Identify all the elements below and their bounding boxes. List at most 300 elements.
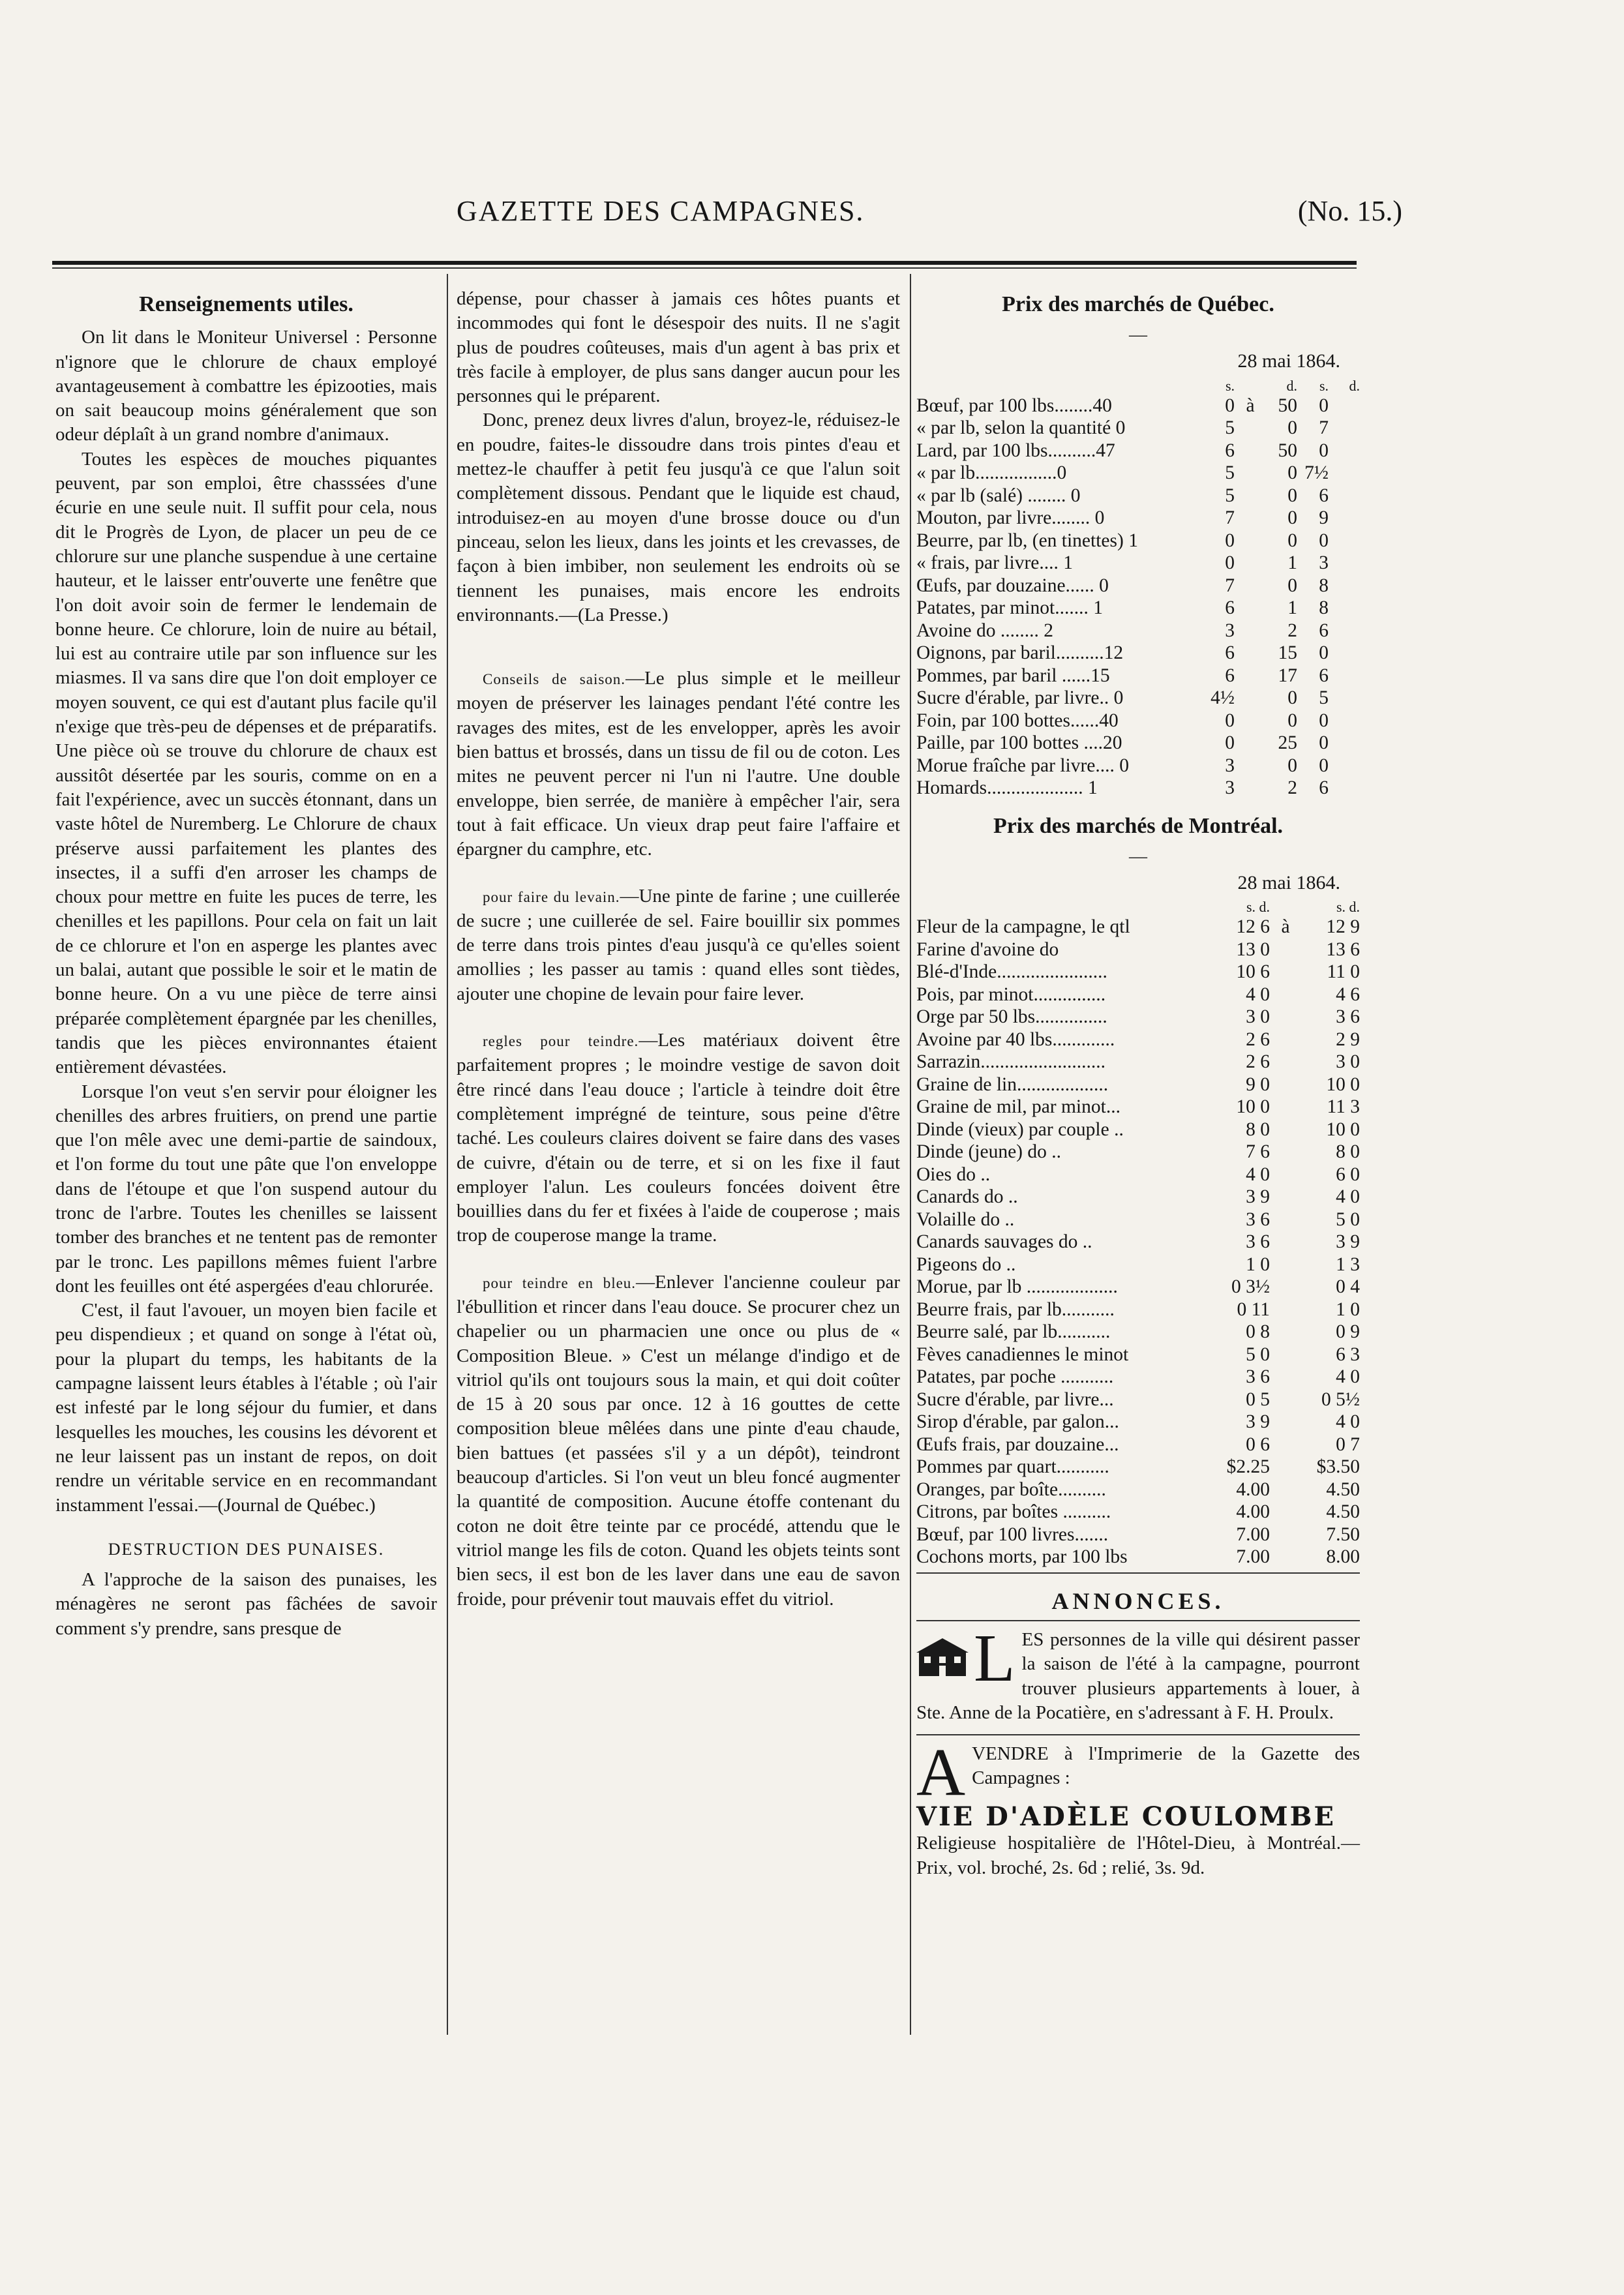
price-cell: 6 3 bbox=[1336, 1343, 1360, 1365]
paragraph bbox=[457, 1028, 900, 1248]
price-cell bbox=[1270, 1366, 1301, 1388]
price-item: Bœuf, par 100 livres....... bbox=[916, 1523, 1109, 1545]
price-item: Fleur de la campagne, le qtl bbox=[916, 916, 1130, 938]
price-item: Canards do .. bbox=[916, 1186, 1018, 1208]
montreal-price-row bbox=[916, 983, 1360, 1006]
price-item: « par lb.................0 bbox=[916, 462, 1067, 484]
price-item: Mouton, par livre........ 0 bbox=[916, 507, 1105, 529]
price-cell bbox=[1270, 1051, 1301, 1073]
montreal-price-row bbox=[916, 1073, 1360, 1096]
price-cell: 0 bbox=[1319, 755, 1329, 776]
paragraph bbox=[457, 884, 900, 1006]
price-item: Graine de lin................... bbox=[916, 1073, 1109, 1095]
run-in-heading: pour teindre en bleu. bbox=[483, 1274, 637, 1291]
book-title: VIE D'ADÈLE COULOMBE bbox=[916, 1801, 1336, 1833]
price-item: « frais, par livre.... 1 bbox=[916, 552, 1074, 574]
quebec-date: 28 mai 1864. bbox=[1237, 350, 1340, 372]
price-cell: 0 4 bbox=[1336, 1276, 1360, 1298]
price-cell: 13 6 bbox=[1326, 938, 1360, 960]
montreal-price-row bbox=[916, 1028, 1360, 1051]
unit-label: s. bbox=[1225, 377, 1235, 394]
price-cell: 4.00 bbox=[1236, 1478, 1270, 1500]
subheading: DESTRUCTION DES PUNAISES. bbox=[108, 1539, 385, 1559]
price-cell: 10 0 bbox=[1326, 1118, 1360, 1140]
montreal-price-row bbox=[916, 1321, 1360, 1343]
price-cell bbox=[1270, 1006, 1301, 1028]
price-cell bbox=[1270, 1546, 1301, 1568]
price-item: Beurre salé, par lb........... bbox=[916, 1321, 1111, 1343]
price-cell: 0 6 bbox=[1246, 1433, 1270, 1455]
price-cell: 6 bbox=[1225, 440, 1235, 461]
price-cell: $2.25 bbox=[1226, 1456, 1270, 1478]
price-item: Citrons, par boîtes .......... bbox=[916, 1501, 1111, 1523]
montreal-price-row bbox=[916, 1366, 1360, 1388]
paragraph: On lit dans le Moniteur Universel : Personne n'ignore que le chlorure de chaux employé avantageusement à combattre les épizooties, mais on sait beaucoup moins généralement que son odeur déplaît à un grand nombre d'animaux. bbox=[55, 327, 437, 445]
price-cell: à bbox=[1281, 916, 1290, 938]
price-item: « par lb (salé) ........ 0 bbox=[916, 485, 1081, 506]
paragraph: A l'approche de la saison des punaises, les ménagères ne seront pas fâchées de savoir comment s'y prendre, sans presque de bbox=[55, 1569, 437, 1639]
price-cell bbox=[1235, 732, 1266, 755]
montreal-price-row bbox=[916, 1501, 1360, 1523]
price-cell bbox=[1235, 620, 1266, 642]
paragraph-text: —Une pinte de farine ; une cuillerée de sucre ; une cuillerée de sel. Faire bouillir six pommes de terre dans trois pintes d'eau jusqu'à ce qu'elles soient amollies ; les passer au tamis : quand elles sont tièdes, ajouter une chopine de levain pour faire lever. bbox=[457, 885, 901, 1004]
column-divider-1 bbox=[447, 274, 448, 2035]
price-cell: 0 bbox=[1287, 530, 1297, 551]
divider bbox=[916, 1620, 1360, 1621]
quebec-price-row bbox=[916, 552, 1360, 575]
quebec-price-row bbox=[916, 462, 1360, 485]
price-cell bbox=[1270, 1253, 1301, 1276]
price-cell: 6 0 bbox=[1336, 1163, 1360, 1185]
price-item: Sucre d'érable, par livre... bbox=[916, 1388, 1114, 1410]
quebec-price-row bbox=[916, 440, 1360, 462]
montreal-price-row bbox=[916, 1433, 1360, 1456]
montreal-price-row bbox=[916, 1051, 1360, 1073]
price-cell: 0 5 bbox=[1246, 1388, 1270, 1410]
price-cell: 10 0 bbox=[1326, 1073, 1360, 1095]
price-cell: 0 bbox=[1225, 710, 1235, 731]
price-cell: 4.00 bbox=[1236, 1501, 1270, 1523]
price-cell: 11 0 bbox=[1327, 961, 1360, 983]
price-cell: 0 bbox=[1287, 485, 1297, 506]
price-item: Patates, par poche ........... bbox=[916, 1366, 1114, 1388]
price-cell: 6 bbox=[1225, 597, 1235, 619]
ad-text: ES personnes de la ville qui désirent passer la saison de l'été à la campagne, pourront trouver plusieurs appartements à louer, à Ste. Anne de la Pocatière, en s'adressant à F. H. Proulx. bbox=[916, 1628, 1360, 1723]
units-row bbox=[916, 378, 1360, 395]
price-cell: 4 0 bbox=[1336, 1411, 1360, 1433]
price-item: Œufs frais, par douzaine... bbox=[916, 1433, 1119, 1455]
price-cell: 8.00 bbox=[1326, 1546, 1360, 1568]
price-cell: 0 bbox=[1319, 440, 1329, 461]
run-in-heading: Conseils de saison. bbox=[483, 671, 626, 688]
price-cell: 3 6 bbox=[1246, 1366, 1270, 1388]
price-cell: 0 bbox=[1287, 417, 1297, 439]
price-cell: 4 0 bbox=[1336, 1186, 1360, 1208]
unit-label: d. bbox=[1349, 377, 1360, 394]
quebec-price-row bbox=[916, 665, 1360, 687]
quebec-price-row bbox=[916, 530, 1360, 552]
price-cell: 8 bbox=[1319, 597, 1329, 619]
price-cell bbox=[1235, 485, 1266, 507]
montreal-price-row bbox=[916, 1141, 1360, 1163]
montreal-price-row bbox=[916, 1253, 1360, 1276]
column-divider-2 bbox=[910, 274, 911, 2035]
price-cell bbox=[1270, 1118, 1301, 1141]
price-cell: 3 bbox=[1225, 777, 1235, 799]
price-cell: 8 0 bbox=[1246, 1118, 1270, 1140]
price-cell: 5 0 bbox=[1246, 1343, 1270, 1365]
price-item: Sarrazin.......................... bbox=[916, 1051, 1106, 1073]
price-cell bbox=[1270, 1456, 1301, 1478]
price-cell bbox=[1270, 1343, 1301, 1366]
price-cell: 6 bbox=[1319, 777, 1329, 799]
montreal-price-row bbox=[916, 1523, 1360, 1546]
quebec-price-row bbox=[916, 642, 1360, 665]
quebec-price-row bbox=[916, 507, 1360, 530]
price-item: Bœuf, par 100 lbs........40 bbox=[916, 395, 1112, 416]
price-cell bbox=[1270, 1028, 1301, 1051]
price-cell bbox=[1235, 755, 1266, 777]
price-cell bbox=[1270, 1433, 1301, 1456]
price-cell: 15 bbox=[1278, 642, 1297, 664]
price-cell: 2 6 bbox=[1246, 1051, 1270, 1073]
montreal-price-row bbox=[916, 1478, 1360, 1501]
price-cell: 4½ bbox=[1210, 687, 1235, 709]
price-cell: 3 9 bbox=[1336, 1231, 1360, 1253]
price-cell bbox=[1235, 642, 1266, 665]
price-cell: 0 bbox=[1225, 530, 1235, 551]
montreal-price-row bbox=[916, 1276, 1360, 1298]
price-cell: 0 9 bbox=[1336, 1321, 1360, 1343]
price-item: Farine d'avoine do bbox=[916, 938, 1059, 960]
units-row bbox=[916, 899, 1360, 916]
paragraph-text: —Les matériaux doivent être parfaitement propres ; le moindre vestige de savon doit être rincé dans l'eau douce ; l'article à teindre doit être complètement imprégné de teinture, sous peine d'être taché. Les couleurs claires doivent se faire dans des vases de cuivre, d'étain ou de terre, et si on les fixe il faut employer l'alun. Les couleurs foncées doivent être bouillies dans du fer et fixées à l'aide de couperose ; mais trop de couperose mange la trame. bbox=[457, 1030, 900, 1246]
price-cell: 11 3 bbox=[1327, 1096, 1360, 1118]
price-item: Oies do .. bbox=[916, 1163, 991, 1185]
montreal-price-row bbox=[916, 1118, 1360, 1141]
price-item: Pigeons do .. bbox=[916, 1253, 1016, 1275]
price-cell bbox=[1270, 961, 1301, 983]
newspaper-title: GAZETTE DES CAMPAGNES. bbox=[457, 195, 865, 227]
header-rule-thin bbox=[52, 267, 1357, 269]
price-item: Beurre, par lb, (en tinettes) 1 bbox=[916, 530, 1138, 551]
price-cell bbox=[1270, 938, 1301, 961]
divider bbox=[916, 1734, 1360, 1735]
price-cell bbox=[1235, 710, 1266, 732]
price-cell bbox=[1270, 1231, 1301, 1253]
price-cell: 6 bbox=[1225, 642, 1235, 664]
price-item: Cochons morts, par 100 lbs bbox=[916, 1546, 1128, 1568]
price-cell: 0 bbox=[1287, 575, 1297, 596]
price-item: Avoine do ........ 2 bbox=[916, 620, 1054, 641]
price-cell: 5 bbox=[1225, 417, 1235, 439]
quebec-price-row bbox=[916, 417, 1360, 440]
price-cell: 1 0 bbox=[1246, 1253, 1270, 1275]
price-item: Morue fraîche par livre.... 0 bbox=[916, 755, 1129, 776]
annonces-heading: ANNONCES. bbox=[1051, 1587, 1225, 1614]
price-cell: 0 bbox=[1319, 642, 1329, 664]
quebec-price-row bbox=[916, 485, 1360, 507]
price-cell: 3 6 bbox=[1246, 1208, 1270, 1230]
quebec-price-row bbox=[916, 755, 1360, 777]
price-cell: 3 bbox=[1319, 552, 1329, 574]
montreal-price-row bbox=[916, 1208, 1360, 1231]
price-cell bbox=[1270, 1208, 1301, 1231]
price-cell: 25 bbox=[1278, 732, 1297, 754]
price-cell: 50 bbox=[1278, 395, 1297, 416]
price-cell: 0 bbox=[1319, 530, 1329, 551]
price-cell: 7.00 bbox=[1236, 1546, 1270, 1568]
price-cell: 4.50 bbox=[1326, 1501, 1360, 1523]
price-item: Oranges, par boîte.......... bbox=[916, 1478, 1106, 1500]
price-cell: 5 bbox=[1225, 485, 1235, 506]
header-rule bbox=[52, 261, 1357, 265]
price-cell: 7 bbox=[1225, 507, 1235, 529]
price-cell bbox=[1235, 417, 1266, 440]
run-in-heading: pour faire du levain. bbox=[483, 888, 620, 905]
price-cell: 12 9 bbox=[1326, 916, 1360, 938]
section-heading: Renseignements utiles. bbox=[139, 292, 353, 316]
price-cell bbox=[1270, 1501, 1301, 1523]
price-cell: 0 bbox=[1287, 687, 1297, 709]
price-cell: $3.50 bbox=[1316, 1456, 1360, 1478]
price-item: Pois, par minot............... bbox=[916, 983, 1106, 1005]
price-item: Lard, par 100 lbs..........47 bbox=[916, 440, 1115, 461]
price-cell: 0 bbox=[1287, 755, 1297, 776]
price-cell bbox=[1235, 665, 1266, 687]
montreal-price-row bbox=[916, 1411, 1360, 1433]
price-cell: 0 bbox=[1319, 710, 1329, 731]
price-cell: 9 bbox=[1319, 507, 1329, 529]
drop-cap: L bbox=[974, 1627, 1015, 1696]
price-cell: 4 6 bbox=[1336, 983, 1360, 1005]
price-cell bbox=[1235, 462, 1266, 485]
price-cell: 1 bbox=[1287, 552, 1297, 574]
price-cell bbox=[1270, 1276, 1301, 1298]
column-2 bbox=[457, 287, 900, 1612]
montreal-date: 28 mai 1864. bbox=[1237, 871, 1340, 893]
montreal-price-row bbox=[916, 938, 1360, 961]
price-cell: 7 bbox=[1225, 575, 1235, 596]
quebec-price-row bbox=[916, 597, 1360, 620]
price-cell: 7 6 bbox=[1246, 1141, 1270, 1163]
price-item: Volaille do .. bbox=[916, 1208, 1015, 1230]
price-cell: 1 3 bbox=[1336, 1253, 1360, 1275]
ad-text: VENDRE à l'Imprimerie de la Gazette des Campagnes : bbox=[972, 1743, 1360, 1789]
price-cell: 7.50 bbox=[1326, 1523, 1360, 1545]
house-icon bbox=[916, 1637, 969, 1677]
price-item: Orge par 50 lbs............... bbox=[916, 1006, 1107, 1028]
price-cell: 0 bbox=[1319, 732, 1329, 754]
price-cell: 2 9 bbox=[1336, 1028, 1360, 1050]
price-item: Graine de mil, par minot... bbox=[916, 1096, 1120, 1118]
price-cell: 1 0 bbox=[1336, 1298, 1360, 1320]
montreal-price-row bbox=[916, 1343, 1360, 1366]
price-cell: 3 6 bbox=[1336, 1006, 1360, 1028]
price-cell: 3 6 bbox=[1246, 1231, 1270, 1253]
price-item: Dinde (vieux) par couple .. bbox=[916, 1118, 1124, 1140]
price-cell: 6 bbox=[1319, 485, 1329, 506]
montreal-prices-heading: Prix des marchés de Montréal. bbox=[993, 813, 1284, 838]
price-item: Fèves canadiennes le minot bbox=[916, 1343, 1129, 1365]
price-cell bbox=[1270, 1096, 1301, 1118]
montreal-price-row bbox=[916, 1298, 1360, 1321]
price-cell: 10 0 bbox=[1236, 1096, 1270, 1118]
price-cell: 8 0 bbox=[1336, 1141, 1360, 1163]
unit-label: s. bbox=[1319, 377, 1329, 394]
price-cell: 8 bbox=[1319, 575, 1329, 596]
paragraph: C'est, il faut l'avouer, un moyen bien facile et peu dispendieux ; et quand on songe à l'état où, pour la plupart du temps, les habitants de la campagne laissent leurs étables à l'étable ; où l'air est infesté par le long séjour du fumier, et dans lesquelles les mouches, les cousins les dévorent et ne leur laissent pas un instant de repos, on doit rendre un véritable service en en recommandant instamment l'essai.—(Journal de Québec.) bbox=[55, 1300, 437, 1516]
price-cell: 13 0 bbox=[1236, 938, 1270, 960]
ad-lodging bbox=[916, 1628, 1360, 1725]
price-cell bbox=[1235, 687, 1266, 710]
paragraph: Lorsque l'on veut s'en servir pour éloigner les chenilles des arbres fruitiers, on prend une partie que l'on mêle avec une demi-partie de saindoux, et l'on forme du tout une pâte que l'on enveloppe dans de l'étoupe et que l'on suspend autour du tronc de l'arbre. Toutes les chenilles se laissent tomber des branches et ne tentent pas de remonter par le tronc. Les papillons mêmes fuient l'arbre dont les feuilles ont été aspergées d'eau chlorurée. bbox=[55, 1081, 437, 1297]
paragraph: dépense, pour chasser à jamais ces hôtes puants et incommodes qui font le désespoir des nuits. Il ne s'agit plus de poudres coûteuses, mais d'un agent à bas prix et très facile à employer, de plus sans danger aucun pour les personnes qui le préparent. bbox=[457, 288, 900, 407]
column-3 bbox=[916, 287, 1360, 1880]
paragraph-text: —Enlever l'ancienne couleur par l'ébullition et rincer dans l'eau douce. Se procurer chez un chapelier ou un pharmacien une once ou plus de « Composition Bleue. » C'est un mélange d'indigo et de vitriol qu'ils ont toujours sous la main, et qui doit coûter de 15 à 20 sous par once. 12 à 16 gouttes de cette composition bleue mêlées dans une pinte d'eau chaude, bien battues (et passées s'il y a un dépôt), teindront beaucoup d'articles. Si l'on veut un bleu foncé augmenter la quantité de composition. Aucune étoffe contenant du coton ne doit être teinte par ce procédé, attendu que le vitriol mange les fils de coton. Quand les objets teints sont bien secs, il est bon de les laver dans une eau de savon froide, pour prévenir tout mauvais effet du vitriol. bbox=[457, 1271, 900, 1610]
price-cell: 0 7 bbox=[1336, 1433, 1360, 1455]
price-cell: 3 0 bbox=[1246, 1006, 1270, 1028]
price-cell: 4 0 bbox=[1246, 1163, 1270, 1185]
price-cell: 7.00 bbox=[1236, 1523, 1270, 1545]
montreal-price-row bbox=[916, 1546, 1360, 1568]
price-cell bbox=[1270, 1163, 1301, 1186]
montreal-prices-table bbox=[916, 899, 1360, 1568]
price-cell: 0 bbox=[1225, 552, 1235, 574]
unit-label: d. bbox=[1286, 377, 1297, 394]
price-cell: 0 3½ bbox=[1231, 1276, 1270, 1298]
unit-label: s. d. bbox=[1336, 899, 1360, 916]
price-cell: 2 bbox=[1287, 777, 1297, 799]
run-in-heading: regles pour teindre. bbox=[483, 1033, 639, 1050]
paragraph: Toutes les espèces de mouches piquantes peuvent, par son emploi, être chasssées d'une écurie en une seule nuit. Il suffit pour cela, nous dit le Progrès de Lyon, de placer un peu de ce chlorure sur une planche suspendue à une certaine hauteur, et le laisser entr'ouverte une fenêtre que l'on doit avoir soin de fermer le lendemain de bonne heure. Ce chlorure, loin de nuire au bétail, lui est au contraire utile par son influence sur les miasmes. Il va sans dire que l'on doit employer ce moyen souvent, ce qui est d'autant plus facile qu'il n'exige que très-peu de dépenses et de préparatifs. Une pièce où se trouve du chlorure de chaux est aussitôt désertée par les souris, comme on en a fait l'expérience, avec un succès étonnant, dans un vaste hôtel de Nuremberg. Le Chlorure de chaux préserve aussi parfaitement les plantes des insectes, il a suffi d'en arroser les champs de choux pour mettre en fuite les puces de terre, les chenilles et les papillons. Pour cela on fait un lait de ce chlorure et l'on en asperge les plantes avec un balai, autant que possible le soir et le matin de bonne heure. On a vu une pièce de terre ainsi préparée complètement épargnée par les chenilles, tandis que les pièces environnantes étaient entièrement dévastées. bbox=[55, 448, 437, 1078]
price-cell bbox=[1235, 507, 1266, 530]
price-cell: 0 5½ bbox=[1321, 1388, 1360, 1410]
ad-text: Religieuse hospitalière de l'Hôtel-Dieu, à Montréal.—Prix, vol. broché, 2s. 6d ; relié, 3s. 9d. bbox=[916, 1833, 1360, 1878]
quebec-prices-table bbox=[916, 378, 1360, 800]
paragraph-text: —Le plus simple et le meilleur moyen de préserver les lainages pendant l'été contre les ravages des mites, est de les envelopper, après les avoir bien battus et brossés, dans un tissu de fil ou de coton. Les mites ne peuvent percer ni l'un ni l'autre. Une double enveloppe, bien serrée, de manière à empêcher l'air, sera tout à fait efficace. Un vieux drap peut faire l'affaire et épargner du camphre, etc. bbox=[457, 668, 900, 860]
montreal-price-row bbox=[916, 916, 1360, 938]
short-rule: — bbox=[1129, 846, 1147, 867]
price-cell: à bbox=[1246, 395, 1255, 416]
price-cell: 50 bbox=[1278, 440, 1297, 461]
price-item: Avoine par 40 lbs............. bbox=[916, 1028, 1115, 1050]
price-item: Sirop d'érable, par galon... bbox=[916, 1411, 1119, 1433]
price-cell: 4 0 bbox=[1336, 1366, 1360, 1388]
masthead bbox=[391, 194, 1402, 236]
price-cell: 5 0 bbox=[1336, 1208, 1360, 1230]
price-cell bbox=[1270, 1523, 1301, 1546]
price-item: Pommes, par baril ......15 bbox=[916, 665, 1110, 686]
price-cell: 10 6 bbox=[1236, 961, 1270, 983]
price-cell: 5 bbox=[1319, 687, 1329, 709]
price-item: Oignons, par baril..........12 bbox=[916, 642, 1124, 664]
short-rule: — bbox=[1129, 325, 1147, 346]
price-item: Homards.................... 1 bbox=[916, 777, 1098, 799]
price-cell: 3 0 bbox=[1336, 1051, 1360, 1073]
price-cell bbox=[1270, 1141, 1301, 1163]
price-cell bbox=[1270, 1388, 1301, 1411]
price-cell: 2 6 bbox=[1246, 1028, 1270, 1050]
quebec-prices-heading: Prix des marchés de Québec. bbox=[1002, 292, 1274, 316]
paragraph bbox=[457, 667, 900, 862]
price-cell: 0 bbox=[1287, 507, 1297, 529]
price-cell bbox=[1270, 1073, 1301, 1096]
price-item: Sucre d'érable, par livre.. 0 bbox=[916, 687, 1124, 709]
price-cell bbox=[1235, 552, 1266, 575]
price-cell bbox=[1270, 1321, 1301, 1343]
quebec-price-row bbox=[916, 777, 1360, 800]
price-cell bbox=[1235, 575, 1266, 597]
price-cell: 0 bbox=[1287, 462, 1297, 484]
montreal-price-row bbox=[916, 1388, 1360, 1411]
price-item: « par lb, selon la quantité 0 bbox=[916, 417, 1126, 439]
price-cell: 17 bbox=[1278, 665, 1297, 686]
price-cell bbox=[1235, 440, 1266, 462]
montreal-price-row bbox=[916, 1186, 1360, 1208]
price-cell: 3 9 bbox=[1246, 1186, 1270, 1208]
divider bbox=[916, 1572, 1360, 1574]
quebec-price-row bbox=[916, 732, 1360, 755]
price-item: Canards sauvages do .. bbox=[916, 1231, 1092, 1253]
price-cell bbox=[1270, 1186, 1301, 1208]
price-cell: 0 bbox=[1225, 395, 1235, 416]
price-item: Paille, par 100 bottes ....20 bbox=[916, 732, 1122, 754]
price-cell: 1 bbox=[1287, 597, 1297, 619]
price-item: Blé-d'Inde....................... bbox=[916, 961, 1107, 983]
price-cell bbox=[1235, 777, 1266, 800]
price-cell: 3 bbox=[1225, 755, 1235, 776]
price-cell: 5 bbox=[1225, 462, 1235, 484]
price-cell: 7 bbox=[1319, 417, 1329, 439]
price-cell bbox=[1270, 1478, 1301, 1501]
price-cell: 6 bbox=[1319, 665, 1329, 686]
quebec-price-row bbox=[916, 575, 1360, 597]
price-item: Patates, par minot....... 1 bbox=[916, 597, 1103, 619]
price-cell bbox=[1270, 1298, 1301, 1321]
montreal-price-row bbox=[916, 1456, 1360, 1478]
montreal-price-row bbox=[916, 1006, 1360, 1028]
quebec-price-row bbox=[916, 620, 1360, 642]
price-cell: 3 9 bbox=[1246, 1411, 1270, 1433]
price-cell bbox=[1270, 1411, 1301, 1433]
price-cell: 9 0 bbox=[1246, 1073, 1270, 1095]
price-cell: 0 bbox=[1287, 710, 1297, 731]
price-cell bbox=[1235, 597, 1266, 620]
quebec-price-row bbox=[916, 687, 1360, 710]
unit-label: s. d. bbox=[1246, 899, 1270, 916]
paragraph bbox=[457, 1270, 900, 1612]
price-item: Pommes par quart........... bbox=[916, 1456, 1109, 1478]
montreal-price-row bbox=[916, 961, 1360, 983]
price-cell: 6 bbox=[1319, 620, 1329, 641]
price-item: Foin, par 100 bottes......40 bbox=[916, 710, 1119, 731]
column-1 bbox=[55, 287, 437, 1641]
price-item: Œufs, par douzaine...... 0 bbox=[916, 575, 1109, 596]
price-item: Beurre frais, par lb........... bbox=[916, 1298, 1115, 1320]
montreal-price-row bbox=[916, 1231, 1360, 1253]
price-cell: 0 bbox=[1319, 395, 1329, 416]
price-cell bbox=[1235, 530, 1266, 552]
quebec-price-row bbox=[916, 710, 1360, 732]
price-cell bbox=[1270, 983, 1301, 1006]
price-cell: 0 8 bbox=[1246, 1321, 1270, 1343]
price-cell: 3 bbox=[1225, 620, 1235, 641]
price-item: Morue, par lb ................... bbox=[916, 1276, 1118, 1298]
paragraph: Donc, prenez deux livres d'alun, broyez-le, réduisez-le en poudre, faites-le dissoudre dans trois pintes d'eau et mettez-le chauffer à petit feu jusqu'à ce que l'alun soit complètement dissous. Pendant que le liquide est chaud, introduisez-en au moyen d'une brosse douce ou d'un pinceau, selon les lieux, dans les joints et les crevasses, de façon à bien imbiber, non seulement les endroits où se tiennent les punaises, mais encore les endroits environnants.—(La Presse.) bbox=[457, 410, 900, 625]
price-cell: 0 bbox=[1225, 732, 1235, 754]
ad-book-sale bbox=[916, 1742, 1360, 1801]
